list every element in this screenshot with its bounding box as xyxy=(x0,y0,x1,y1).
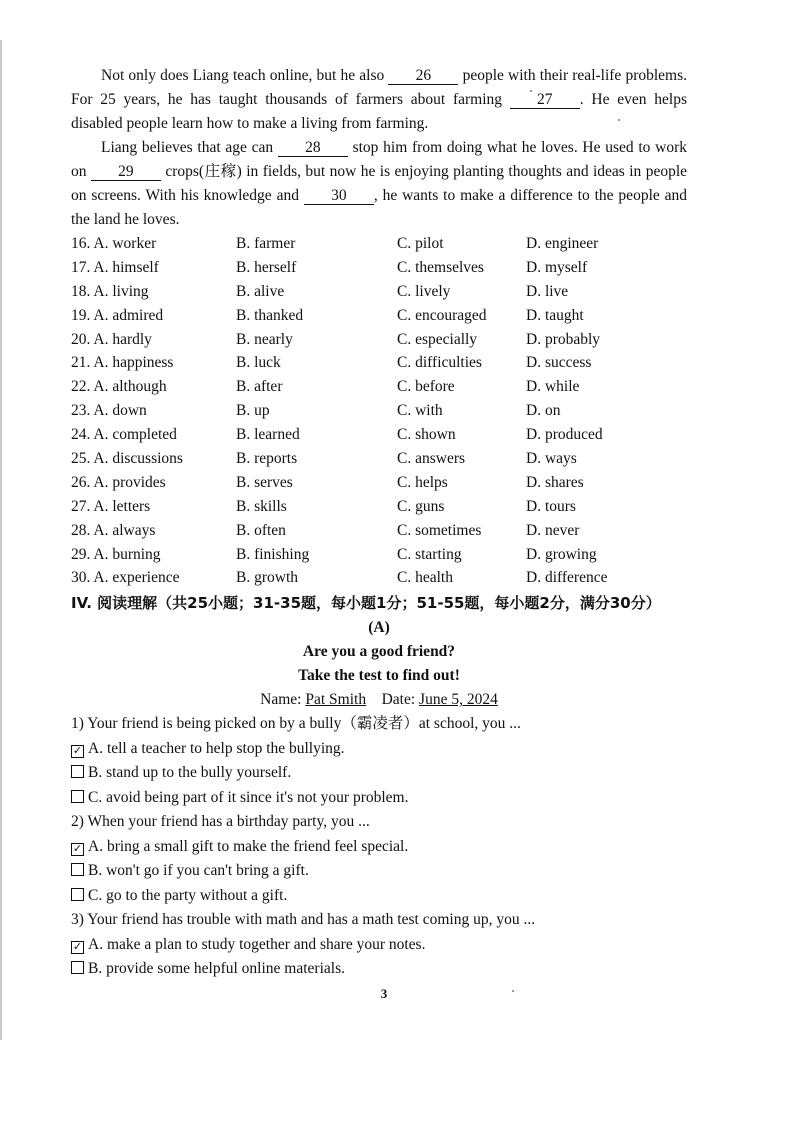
option-c: C. lively xyxy=(397,282,451,300)
option-d: D. ways xyxy=(526,450,577,468)
option-d: D. produced xyxy=(526,426,603,444)
option-row xyxy=(71,519,687,543)
question-1: 1) Your friend is being picked on by a bully（霸凌者）at school, you ... xyxy=(71,715,521,733)
option-b: B. reports xyxy=(236,450,298,468)
option-d: D. on xyxy=(526,402,561,420)
checked-box-icon[interactable]: ✓ xyxy=(72,841,83,855)
option-c: C. pilot xyxy=(397,235,444,252)
option-a: 20. A. hardly xyxy=(71,330,152,348)
option-b: B. after xyxy=(236,378,283,396)
option-d: D. myself xyxy=(526,258,588,276)
option-b: B. up xyxy=(236,402,270,420)
option-row xyxy=(71,280,687,304)
option-c: C. difficulties xyxy=(397,354,482,372)
option-c: C. before xyxy=(397,378,455,396)
answer-3b xyxy=(71,957,687,982)
answer-1b xyxy=(71,761,687,786)
option-list xyxy=(71,232,687,590)
option-c: C. guns xyxy=(397,497,445,515)
option-c: C. helps xyxy=(397,473,448,491)
option-d: D. taught xyxy=(526,306,584,324)
option-a: 22. A. although xyxy=(71,378,167,396)
passage-text: people with their real-life problems. For 25 years, he has taught thousands of farmers about farming xyxy=(71,67,688,108)
blank-28: 28 xyxy=(278,139,348,157)
passage-text: Liang believes that age can xyxy=(101,139,274,156)
name-value: Pat Smith xyxy=(305,691,367,709)
checkbox-icon[interactable] xyxy=(71,863,84,876)
option-b: B. serves xyxy=(236,473,293,491)
option-d: D. never xyxy=(526,521,580,539)
answer-2a xyxy=(71,835,687,860)
option-d: D. live xyxy=(526,282,569,300)
option-d: D. probably xyxy=(526,330,601,348)
answer-text: C. avoid being part of it since it's not your problem. xyxy=(88,788,409,806)
option-c: C. encouraged xyxy=(397,306,487,324)
scan-edge xyxy=(0,40,2,1040)
blank-29: 29 xyxy=(91,163,161,181)
option-a: 27. A. letters xyxy=(71,497,151,515)
option-b: B. learned xyxy=(236,426,300,444)
option-c: C. with xyxy=(397,402,443,420)
option-row xyxy=(71,423,687,447)
section-heading: IV. 阅读理解（共25小题；31-35题，每小题1分；51-55题，每小题2分，满分30分） xyxy=(71,594,661,613)
option-a: 21. A. happiness xyxy=(71,354,174,372)
option-d: D. tours xyxy=(526,497,576,515)
answer-text: B. won't go if you can't bring a gift. xyxy=(88,862,309,880)
checked-box-icon[interactable]: ✓ xyxy=(72,939,83,953)
option-a: 24. A. completed xyxy=(71,426,177,444)
option-row xyxy=(71,471,687,495)
option-d: D. engineer xyxy=(526,235,599,252)
option-a: 23. A. down xyxy=(71,402,147,420)
option-b: B. skills xyxy=(236,497,287,515)
option-d: D. difference xyxy=(526,569,608,587)
quiz-title: Are you a good friend? xyxy=(302,643,456,661)
option-d: D. shares xyxy=(526,473,584,491)
passage-text: Not only does Liang teach online, but he also xyxy=(101,67,385,84)
option-b: B. luck xyxy=(236,354,281,372)
scan-speck xyxy=(512,990,514,992)
option-row xyxy=(71,447,687,471)
date-label: Date: xyxy=(381,691,416,709)
option-b: B. thanked xyxy=(236,306,304,324)
option-c: C. health xyxy=(397,569,453,587)
exam-page xyxy=(71,64,687,982)
answer-text: B. stand up to the bully yourself. xyxy=(88,764,292,782)
page-number: 3 xyxy=(380,986,388,1001)
option-a: 17. A. himself xyxy=(71,258,159,276)
option-d: D. success xyxy=(526,354,592,372)
option-row xyxy=(71,495,687,519)
option-c: C. starting xyxy=(397,545,462,563)
option-a: 28. A. always xyxy=(71,521,156,539)
checkbox-icon[interactable] xyxy=(71,790,84,803)
date-value: June 5, 2024 xyxy=(419,691,498,709)
passage-text: . He even helps disabled people learn how to make a living from farming. xyxy=(71,91,687,132)
option-b: B. herself xyxy=(236,258,297,276)
option-row xyxy=(71,543,687,567)
answer-text: C. go to the party without a gift. xyxy=(88,886,288,904)
option-a: 25. A. discussions xyxy=(71,450,183,468)
checkbox-icon[interactable] xyxy=(71,765,84,778)
option-row xyxy=(71,399,687,423)
option-b: B. alive xyxy=(236,282,285,300)
checked-box-icon[interactable]: ✓ xyxy=(72,743,83,757)
option-row xyxy=(71,566,687,590)
part-label: (A) xyxy=(368,619,390,637)
option-c: C. especially xyxy=(397,330,478,348)
option-c: C. themselves xyxy=(397,258,484,276)
option-a: 30. A. experience xyxy=(71,569,180,587)
option-b: B. often xyxy=(236,521,286,539)
answer-2c xyxy=(71,884,687,909)
option-a: 29. A. burning xyxy=(71,545,161,563)
option-c: C. sometimes xyxy=(397,521,482,539)
answer-text: A. make a plan to study together and share your notes. xyxy=(88,935,426,953)
option-c: C. shown xyxy=(397,426,456,444)
answer-text: B. provide some helpful online materials. xyxy=(88,960,345,978)
option-row xyxy=(71,328,687,352)
option-d: D. while xyxy=(526,378,580,396)
passage-paragraph-1 xyxy=(71,64,687,136)
checkbox-icon[interactable] xyxy=(71,888,84,901)
option-b: B. finishing xyxy=(236,545,310,563)
option-c: C. answers xyxy=(397,450,466,468)
option-row xyxy=(71,232,687,256)
passage-text: crops(庄稼) in fields, but now he is enjoying planting thoughts and ideas in people on screens. With his knowledge and xyxy=(71,163,688,204)
checkbox-icon[interactable] xyxy=(71,961,84,974)
option-row xyxy=(71,375,687,399)
option-d: D. growing xyxy=(526,545,597,563)
answer-2b xyxy=(71,859,687,884)
blank-30: 30 xyxy=(304,187,374,205)
option-a: 26. A. provides xyxy=(71,473,166,491)
answer-text: A. tell a teacher to help stop the bullying. xyxy=(88,739,345,757)
name-date-line xyxy=(71,688,687,712)
name-label: Name: xyxy=(260,691,302,709)
option-a: 18. A. living xyxy=(71,282,149,300)
option-b: B. growth xyxy=(236,569,298,587)
option-a: 19. A. admired xyxy=(71,306,164,324)
option-row xyxy=(71,256,687,280)
answer-text: A. bring a small gift to make the friend feel special. xyxy=(88,837,409,855)
option-b: B. farmer xyxy=(236,235,296,252)
answer-1c xyxy=(71,786,687,811)
blank-27: 27 xyxy=(510,91,580,109)
passage-text: , he wants to make a difference to the people and the land he loves. xyxy=(71,187,688,228)
quiz-subtitle: Take the test to find out! xyxy=(298,667,460,685)
option-b: B. nearly xyxy=(236,330,293,348)
question-2: 2) When your friend has a birthday party, you ... xyxy=(71,813,370,831)
question-3: 3) Your friend has trouble with math and has a math test coming up, you ... xyxy=(71,911,536,929)
passage-paragraph-2 xyxy=(71,136,687,232)
answer-1a xyxy=(71,737,687,762)
blank-26: 26 xyxy=(388,67,458,85)
answer-3a xyxy=(71,933,687,958)
passage-text: stop him from doing what he loves. He used to work on xyxy=(71,139,688,180)
option-a: 16. A. worker xyxy=(71,235,157,252)
option-row xyxy=(71,304,687,328)
option-row xyxy=(71,351,687,375)
